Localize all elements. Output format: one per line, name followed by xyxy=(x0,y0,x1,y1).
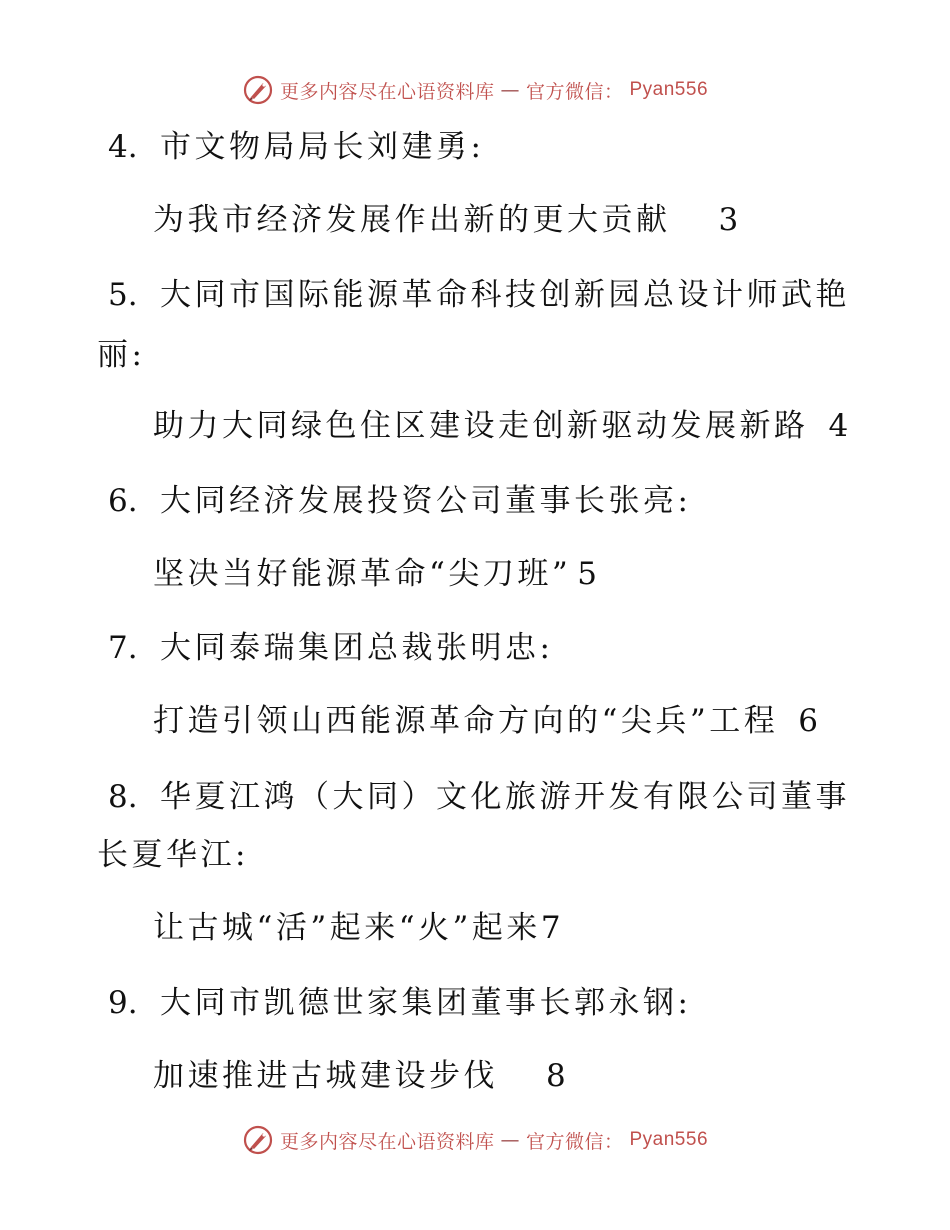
toc-entry-title: 坚决当好能源革命“尖刀班” xyxy=(153,556,572,592)
toc-heading xyxy=(108,985,692,1021)
toc-heading xyxy=(108,277,850,313)
toc-heading-text: 大同市凯德世家集团董事长郭永钢: xyxy=(160,985,692,1021)
watermark-label: 官方微信： xyxy=(525,1130,624,1153)
toc-page-number: 7 xyxy=(540,910,561,946)
watermark-text: 更多内容尽在心语资料库 xyxy=(279,80,495,103)
toc-page-number: 3 xyxy=(718,202,739,238)
toc-entry-title: 打造引领山西能源革命方向的“尖兵”工程 xyxy=(153,703,779,739)
watermark-header xyxy=(0,74,950,106)
toc-entry-title: 加速推进古城建设步伐 xyxy=(153,1058,498,1094)
toc-heading-text: 市文物局局长刘建勇: xyxy=(160,129,485,165)
toc-heading xyxy=(108,630,554,666)
toc-item-number: 8. xyxy=(108,779,138,815)
toc-heading-text: 大同泰瑞集团总裁张明忠: xyxy=(160,630,554,666)
watermark-separator: — xyxy=(500,79,520,101)
toc-heading xyxy=(108,129,485,165)
toc-entry-link[interactable] xyxy=(153,408,849,444)
watermark-wechat-id: Pyan556 xyxy=(629,79,709,100)
toc-entry-title: 助力大同绿色住区建设走创新驱动发展新路 xyxy=(153,408,809,444)
quill-pen-logo-icon xyxy=(242,1124,274,1156)
watermark-wechat-id: Pyan556 xyxy=(629,1129,709,1150)
toc-entry-title: 为我市经济发展作出新的更大贡献 xyxy=(153,202,671,238)
toc-heading xyxy=(108,483,692,519)
quill-pen-logo-icon xyxy=(242,74,274,106)
watermark-footer xyxy=(0,1124,950,1156)
toc-item-number: 6. xyxy=(108,483,138,519)
toc-heading-continuation: 丽: xyxy=(97,337,146,373)
toc-page-number: 6 xyxy=(798,703,818,739)
toc-heading-text: 大同经济发展投资公司董事长张亮: xyxy=(160,483,692,519)
toc-entry-link[interactable] xyxy=(153,910,561,946)
toc-item-number: 5. xyxy=(108,277,138,313)
toc-entry-link[interactable] xyxy=(153,202,739,238)
watermark-label: 官方微信： xyxy=(525,80,624,103)
toc-heading xyxy=(108,779,850,815)
toc-item-number: 9. xyxy=(108,985,138,1021)
toc-heading-text: 华夏江鸿（大同）文化旅游开发有限公司董事 xyxy=(160,779,850,815)
toc-page-number: 8 xyxy=(546,1058,566,1094)
toc-heading-text: 大同市国际能源革命科技创新园总设计师武艳 xyxy=(160,277,850,313)
toc-entry-link[interactable] xyxy=(153,1058,566,1094)
watermark-text: 更多内容尽在心语资料库 xyxy=(279,1130,495,1153)
toc-entry-title: 让古城“活”起来“火”起来 xyxy=(153,910,541,946)
toc-page-number: 4 xyxy=(828,408,849,444)
toc-item-number: 4. xyxy=(108,129,138,165)
toc-page-number: 5 xyxy=(577,556,597,592)
toc-heading-continuation: 长夏华江: xyxy=(97,837,249,873)
watermark-separator: — xyxy=(500,1129,520,1151)
toc-item-number: 7. xyxy=(108,630,138,666)
toc-entry-link[interactable] xyxy=(153,556,597,592)
toc-entry-link[interactable] xyxy=(153,703,818,739)
